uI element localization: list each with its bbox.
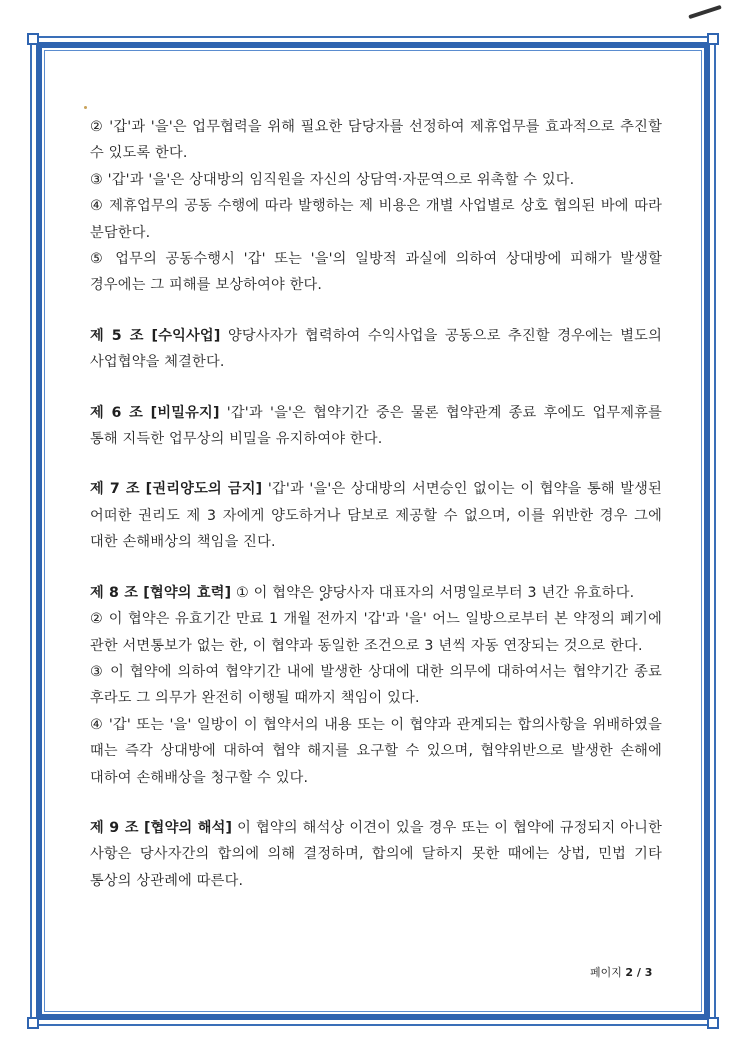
article-5-heading: 제 5 조 [수익사업] (90, 327, 221, 344)
article-5 (90, 323, 662, 376)
article-8 (90, 580, 662, 606)
border-corner-ornament (707, 33, 719, 45)
article-8-body: ① 이 협약은 양당사자 대표자의 서명일로부터 3 년간 유효하다. (231, 584, 635, 601)
page-number (590, 964, 652, 980)
pen-mark (688, 5, 722, 19)
article-7 (90, 476, 662, 555)
page-current: 2 (625, 966, 634, 979)
article-9-body: 이 협약의 해석상 이견이 있을 경우 또는 이 협약에 규정되지 아니한 사항은 당사자간의 합의에 의해 결정하며, 합의에 달하지 못한 때에는 상법, 민법 기타 통상의 상관례에 따른다. (90, 819, 662, 889)
page-label: 페이지 (590, 966, 622, 979)
article8-item-2: ② 이 협약은 유효기간 만료 1 개월 전까지 '갑'과 '을' 어느 일방으로부터 본 약정의 폐기에 관한 서면통보가 없는 한, 이 협약과 동일한 조건으로 3 년씩 자동 연장되는 것으로 한다. (90, 611, 662, 654)
article4-item-5: ⑤ 업무의 공동수행시 '갑' 또는 '을'의 일방적 과실에 의하여 상대방에 피해가 발생할 경우에는 그 피해를 보상하여야 한다. (90, 251, 662, 294)
article-9 (90, 815, 662, 894)
border-corner-ornament (707, 1017, 719, 1029)
article4-item-2: ② '갑'과 '을'은 업무협력을 위해 필요한 담당자를 선정하여 제휴업무를 효과적으로 추진할 수 있도록 한다. (90, 119, 662, 162)
article4-item-4: ④ 제휴업무의 공동 수행에 따라 발행하는 제 비용은 개별 사업별로 상호 협의된 바에 따라 분담한다. (90, 198, 662, 241)
article4-item-3: ③ '갑'과 '을'은 상대방의 임직원을 자신의 상담역·자문역으로 위촉할 수 있다. (90, 171, 575, 188)
border-corner-ornament (27, 33, 39, 45)
article-7-body: '갑'과 '을'은 상대방의 서면승인 없이는 이 협약을 통해 발생된 어떠한 권리도 제 3 자에게 양도하거나 담보로 제공할 수 없으며, 이를 위반한 경우 그에 대한 손해배상의 책임을 진다. (90, 481, 662, 551)
article-6-body: '갑'과 '을'은 협약기간 중은 물론 협약관계 종료 후에도 업무제휴를 통해 지득한 업무상의 비밀을 유지하여야 한다. (90, 404, 662, 448)
article8-item-3: ③ 이 협약에 의하여 협약기간 내에 발생한 상대에 대한 의무에 대하여서는 협약기간 종료 후라도 그 의무가 완전히 이행될 때까지 책임이 있다. (90, 663, 662, 707)
page-total: 3 (644, 966, 653, 979)
article-6-heading: 제 6 조 [비밀유지] (90, 404, 220, 421)
page-separator: / (633, 966, 645, 979)
document-body (90, 114, 662, 894)
article-9-heading: 제 9 조 [협약의 해석] (90, 819, 233, 836)
article8-item-4: ④ '갑' 또는 '을' 일방이 이 협약서의 내용 또는 이 협약과 관계되는 합의사항을 위배하였을 때는 즉각 상대방에 대하여 협약 해지를 요구할 수 있으며, 협약위반으로 발생한 손해에 대하여 손해배상을 청구할 수 있다. (90, 716, 662, 786)
article-6 (90, 400, 662, 453)
article-7-heading: 제 7 조 [권리양도의 금지] (90, 481, 263, 498)
article-8-heading: 제 8 조 [협약의 효력] (90, 584, 232, 601)
scan-speck (84, 106, 87, 109)
article-5-body: 양당사자가 협력하여 수익사업을 공동으로 추진할 경우에는 별도의 사업협약을 체결한다. (90, 327, 662, 371)
border-corner-ornament (27, 1017, 39, 1029)
